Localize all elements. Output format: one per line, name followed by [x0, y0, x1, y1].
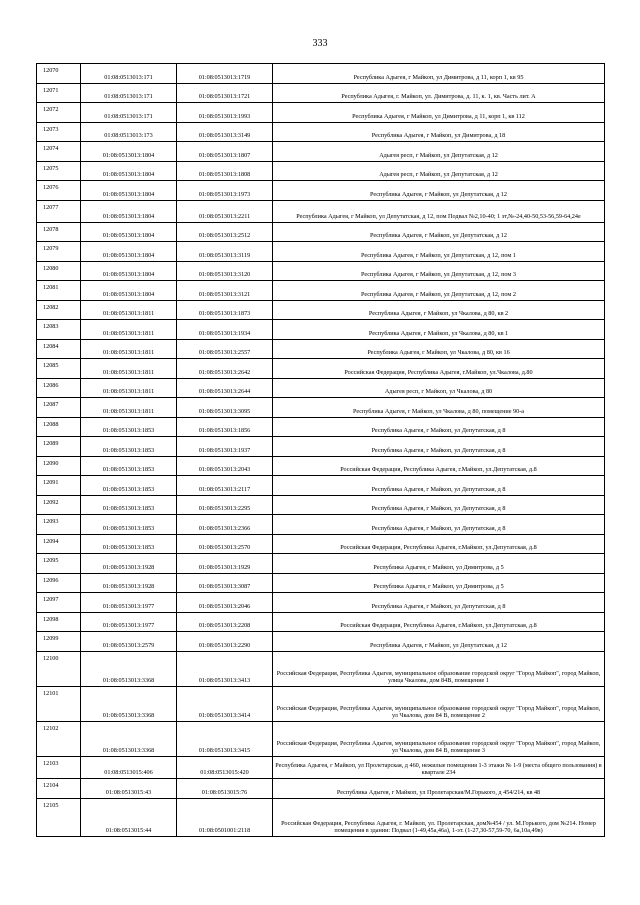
cadastral-number-object: 01:08:0513013:1856 — [177, 417, 273, 437]
address-cell: Республика Адыгея, г Майкоп, ул Депутатская, д 8 — [273, 593, 605, 613]
cadastral-number-object: 01:08:0513013:3415 — [177, 721, 273, 756]
row-number: 12098 — [37, 612, 81, 632]
cadastral-number-parcel: 01:08:0513013:1853 — [81, 495, 177, 515]
address-cell: Республика Адыгея, г Майкоп, ул Депутатская, д 12 — [273, 222, 605, 242]
cadastral-number-object: 01:08:0513013:1937 — [177, 437, 273, 457]
cadastral-number-object: 01:08:0513013:2043 — [177, 456, 273, 476]
row-number: 12102 — [37, 721, 81, 756]
address-cell: Российская Федерация, Республика Адыгея, г.Майкоп, ул.Депутатская, д.8 — [273, 456, 605, 476]
row-number: 12077 — [37, 200, 81, 222]
table-row — [37, 181, 605, 201]
cadastral-number-object: 01:08:0513013:1993 — [177, 103, 273, 123]
cadastral-number-object: 01:08:0513013:3121 — [177, 281, 273, 301]
cadastral-number-object: 01:08:0513013:2512 — [177, 222, 273, 242]
address-cell: Адыгея респ, г Майкоп, ул Депутатская, д 12 — [273, 161, 605, 181]
cadastral-number-parcel: 01:08:0513013:1804 — [81, 181, 177, 201]
row-number: 12089 — [37, 437, 81, 457]
cadastral-number-object: 01:08:0513013:1934 — [177, 320, 273, 340]
row-number: 12101 — [37, 686, 81, 721]
address-cell: Республика Адыгея, г Майкоп, ул Чкалова, д 80, кв 2 — [273, 300, 605, 320]
cadastral-number-parcel: 01:08:0513013:1977 — [81, 593, 177, 613]
address-cell: Республика Адыгея, г Майкоп, ул Депутатская, д 12, пом 2 — [273, 281, 605, 301]
address-cell: Республика Адыгея, г Майкоп, ул Пролетарская, д 460, нежилые помещения 1-3 этажи № 1-9 (места общего пользования) в квартале 234 — [273, 756, 605, 778]
row-number: 12105 — [37, 798, 81, 836]
table-row — [37, 593, 605, 613]
cadastral-number-parcel: 01:08:0513013:1804 — [81, 142, 177, 162]
cadastral-number-parcel: 01:08:0513013:171 — [81, 64, 177, 84]
row-number: 12093 — [37, 515, 81, 535]
row-number: 12104 — [37, 778, 81, 798]
cadastral-number-parcel: 01:08:0513013:1811 — [81, 359, 177, 379]
cadastral-number-object: 01:08:0513013:3149 — [177, 122, 273, 142]
cadastral-number-parcel: 01:08:0513013:1804 — [81, 161, 177, 181]
cadastral-number-object: 01:08:0513013:2208 — [177, 612, 273, 632]
table-row — [37, 437, 605, 457]
row-number: 12090 — [37, 456, 81, 476]
cadastral-number-object: 01:08:0513015:76 — [177, 778, 273, 798]
cadastral-number-parcel: 01:08:0513013:1853 — [81, 417, 177, 437]
cadastral-number-object: 01:08:0513013:2211 — [177, 200, 273, 222]
cadastral-number-object: 01:08:0513013:1873 — [177, 300, 273, 320]
cadastral-number-object: 01:08:0513013:2557 — [177, 339, 273, 359]
table-row — [37, 320, 605, 340]
address-cell: Республика Адыгея, г Майкоп, ул Димитрова, д 11, корп 1, кв 95 — [273, 64, 605, 84]
row-number: 12088 — [37, 417, 81, 437]
table-row — [37, 534, 605, 554]
row-number: 12094 — [37, 534, 81, 554]
row-number: 12096 — [37, 573, 81, 593]
row-number: 12084 — [37, 339, 81, 359]
cadastral-number-parcel: 01:08:0513013:3368 — [81, 686, 177, 721]
cadastral-number-parcel: 01:08:0513013:1977 — [81, 612, 177, 632]
cadastral-number-object: 01:08:0513015:420 — [177, 756, 273, 778]
address-cell: Республика Адыгея, г Майкоп, ул Чкалова, д 80, кв 16 — [273, 339, 605, 359]
cadastral-number-parcel: 01:08:0513013:1811 — [81, 339, 177, 359]
table-row — [37, 476, 605, 496]
cadastral-number-parcel: 01:08:0513013:1853 — [81, 456, 177, 476]
cadastral-number-parcel: 01:08:0513013:173 — [81, 122, 177, 142]
table-row — [37, 300, 605, 320]
cadastral-number-parcel: 01:08:0513013:171 — [81, 103, 177, 123]
row-number: 12075 — [37, 161, 81, 181]
cadastral-number-parcel: 01:08:0513013:1804 — [81, 281, 177, 301]
table-row — [37, 417, 605, 437]
address-cell: Республика Адыгея, г Майкоп, ул Депутатская, д 8 — [273, 476, 605, 496]
row-number: 12091 — [37, 476, 81, 496]
cadastral-number-parcel: 01:08:0513013:1804 — [81, 242, 177, 262]
address-cell: Российская Федерация, Республика Адыгея, муниципальное образование городской округ "Город Майкоп", город Майкоп, ул Чкалова, дом 84 В, помещение 2 — [273, 686, 605, 721]
address-cell: Республика Адыгея, г Майкоп, ул Димитрова, д 5 — [273, 554, 605, 574]
row-number: 12080 — [37, 261, 81, 281]
cadastral-number-object: 01:08:0513013:1808 — [177, 161, 273, 181]
cadastral-number-object: 01:08:0513013:3120 — [177, 261, 273, 281]
table-row — [37, 573, 605, 593]
address-cell: Республика Адыгея, г Майкоп, ул Депутатская, д 12, пом 1 — [273, 242, 605, 262]
cadastral-number-parcel: 01:08:0513015:43 — [81, 778, 177, 798]
address-cell: Республика Адыгея, г Майкоп, ул Депутатская, д 12 — [273, 632, 605, 652]
table-row — [37, 83, 605, 103]
cadastral-number-object: 01:08:0513013:2644 — [177, 378, 273, 398]
table-row — [37, 398, 605, 418]
address-cell: Республика Адыгея, г Майкоп, ул Чкалова, д 80, помещение 90-а — [273, 398, 605, 418]
cadastral-number-parcel: 01:08:0513013:1811 — [81, 398, 177, 418]
table-row — [37, 122, 605, 142]
table-row — [37, 142, 605, 162]
address-cell: Российская Федерация, Республика Адыгея, г.Майкоп, ул.Чкалова, д.80 — [273, 359, 605, 379]
address-cell: Российская Федерация, Республика Адыгея, г.Майкоп, ул.Депутатская, д.8 — [273, 534, 605, 554]
cadastral-number-object: 01:08:0513013:2290 — [177, 632, 273, 652]
row-number: 12076 — [37, 181, 81, 201]
address-cell: Республика Адыгея, г Майкоп, ул Депутатская, д 12, пом Подвал №2,10-40; 1 эт,№-24,40-50,53-56,59-64,24е — [273, 200, 605, 222]
cadastral-number-object: 01:08:0501001:2118 — [177, 798, 273, 836]
cadastral-number-object: 01:08:0513013:1807 — [177, 142, 273, 162]
row-number: 12072 — [37, 103, 81, 123]
table-row — [37, 515, 605, 535]
cadastral-number-parcel: 01:08:0513013:1928 — [81, 573, 177, 593]
row-number: 12079 — [37, 242, 81, 262]
table-row — [37, 651, 605, 686]
address-cell: Республика Адыгея, г. Майкоп, ул. Димитрова, д. 11, к. 1, кв. Часть лит. А — [273, 83, 605, 103]
row-number: 12092 — [37, 495, 81, 515]
cadastral-table — [36, 63, 605, 837]
page-number: 333 — [312, 38, 328, 49]
cadastral-number-parcel: 01:08:0513013:3368 — [81, 651, 177, 686]
cadastral-number-parcel: 01:08:0513013:1811 — [81, 378, 177, 398]
cadastral-number-parcel: 01:08:0513015:406 — [81, 756, 177, 778]
cadastral-number-parcel: 01:08:0513013:1853 — [81, 534, 177, 554]
cadastral-number-parcel: 01:08:0513013:3368 — [81, 721, 177, 756]
cadastral-number-object: 01:08:0513013:1719 — [177, 64, 273, 84]
row-number: 12081 — [37, 281, 81, 301]
table-row — [37, 612, 605, 632]
address-cell: Республика Адыгея, г Майкоп, ул Пролетарская/М.Горького, д 454/214, кв 48 — [273, 778, 605, 798]
table-row — [37, 778, 605, 798]
row-number: 12073 — [37, 122, 81, 142]
cadastral-number-parcel: 01:08:0513013:1853 — [81, 476, 177, 496]
cadastral-number-object: 01:08:0513013:1929 — [177, 554, 273, 574]
address-cell: Адыгея респ, г Майкоп, ул Чкалова, д 80 — [273, 378, 605, 398]
table-row — [37, 281, 605, 301]
row-number: 12083 — [37, 320, 81, 340]
cadastral-number-parcel: 01:08:0513015:44 — [81, 798, 177, 836]
address-cell: Республика Адыгея, г Майкоп, ул Депутатская, д 8 — [273, 437, 605, 457]
cadastral-number-object: 01:08:0513013:3095 — [177, 398, 273, 418]
row-number: 12074 — [37, 142, 81, 162]
row-number: 12078 — [37, 222, 81, 242]
table-row — [37, 161, 605, 181]
cadastral-number-parcel: 01:08:0513013:2579 — [81, 632, 177, 652]
table-row — [37, 242, 605, 262]
table-row — [37, 261, 605, 281]
row-number: 12095 — [37, 554, 81, 574]
table-row — [37, 378, 605, 398]
table-row — [37, 359, 605, 379]
address-cell: Республика Адыгея, г Майкоп, ул Депутатская, д 8 — [273, 417, 605, 437]
cadastral-number-object: 01:08:0513013:3119 — [177, 242, 273, 262]
cadastral-number-object: 01:08:0513013:2117 — [177, 476, 273, 496]
cadastral-number-object: 01:08:0513013:3413 — [177, 651, 273, 686]
address-cell: Республика Адыгея, г Майкоп, ул Депутатская, д 8 — [273, 495, 605, 515]
address-cell: Республика Адыгея, г Майкоп, ул Депутатская, д 12 — [273, 181, 605, 201]
cadastral-number-parcel: 01:08:0513013:1804 — [81, 261, 177, 281]
row-number: 12086 — [37, 378, 81, 398]
table-row — [37, 798, 605, 836]
row-number: 12070 — [37, 64, 81, 84]
cadastral-number-object: 01:08:0513013:2642 — [177, 359, 273, 379]
row-number: 12099 — [37, 632, 81, 652]
table-row — [37, 456, 605, 476]
address-cell: Российская Федерация, Республика Адыгея, муниципальное образование городской округ "Город Майкоп", город Майкоп, улица Чкалова, дом 84В, помещение 1 — [273, 651, 605, 686]
cadastral-number-parcel: 01:08:0513013:1928 — [81, 554, 177, 574]
row-number: 12082 — [37, 300, 81, 320]
cadastral-number-object: 01:08:0513013:2295 — [177, 495, 273, 515]
row-number: 12097 — [37, 593, 81, 613]
address-cell: Российская Федерация, Республика Адыгея, г. Майкоп, ул. Пролетарская, дом№454 / ул. М.Горького, дом №214. Номер помещения в здании: Подвал (1-49,45а,46а), 1-эт. (1-27,30-57,59-70, 6а,10а,49в) — [273, 798, 605, 836]
cadastral-number-object: 01:08:0513013:3414 — [177, 686, 273, 721]
address-cell: Республика Адыгея, г Майкоп, ул Димитрова, д 5 — [273, 573, 605, 593]
cadastral-number-parcel: 01:08:0513013:1811 — [81, 320, 177, 340]
cadastral-number-object: 01:08:0513013:3087 — [177, 573, 273, 593]
table-row — [37, 756, 605, 778]
cadastral-number-parcel: 01:08:0513013:1853 — [81, 515, 177, 535]
cadastral-number-object: 01:08:0513013:2046 — [177, 593, 273, 613]
cadastral-number-object: 01:08:0513013:1973 — [177, 181, 273, 201]
address-cell: Российская Федерация, Республика Адыгея, г.Майкоп, ул.Депутатская, д.8 — [273, 612, 605, 632]
address-cell: Республика Адыгея, г Майкоп, ул Чкалова, д 80, кв 1 — [273, 320, 605, 340]
cadastral-number-parcel: 01:08:0513013:1804 — [81, 200, 177, 222]
address-cell: Республика Адыгея, г Майкоп, ул Депутатская, д 8 — [273, 515, 605, 535]
table-row — [37, 721, 605, 756]
table-row — [37, 64, 605, 84]
address-cell: Адыгея респ, г Майкоп, ул Депутатская, д 12 — [273, 142, 605, 162]
cadastral-number-object: 01:08:0513013:2366 — [177, 515, 273, 535]
row-number: 12085 — [37, 359, 81, 379]
cadastral-number-parcel: 01:08:0513013:1811 — [81, 300, 177, 320]
table-body — [37, 64, 605, 837]
cadastral-number-object: 01:08:0513013:1721 — [177, 83, 273, 103]
table-row — [37, 339, 605, 359]
address-cell: Республика Адыгея, г Майкоп, ул Депутатская, д 12, пом 3 — [273, 261, 605, 281]
table-row — [37, 554, 605, 574]
cadastral-number-parcel: 01:08:0513013:171 — [81, 83, 177, 103]
table-row — [37, 686, 605, 721]
table-row — [37, 632, 605, 652]
cadastral-number-object: 01:08:0513013:2570 — [177, 534, 273, 554]
address-cell: Республика Адыгея, г Майкоп, ул Димитрова, д 11, корп 1, кв 112 — [273, 103, 605, 123]
address-cell: Российская Федерация, Республика Адыгея, муниципальное образование городской округ "Город Майкоп", город Майкоп, ул Чкалова, дом 84 В, помещение 3 — [273, 721, 605, 756]
table-row — [37, 495, 605, 515]
cadastral-number-parcel: 01:08:0513013:1853 — [81, 437, 177, 457]
row-number: 12071 — [37, 83, 81, 103]
address-cell: Республика Адыгея, г Майкоп, ул Димитрова, д 18 — [273, 122, 605, 142]
table-row — [37, 200, 605, 222]
table-row — [37, 103, 605, 123]
cadastral-number-parcel: 01:08:0513013:1804 — [81, 222, 177, 242]
row-number: 12100 — [37, 651, 81, 686]
table-row — [37, 222, 605, 242]
row-number: 12087 — [37, 398, 81, 418]
row-number: 12103 — [37, 756, 81, 778]
